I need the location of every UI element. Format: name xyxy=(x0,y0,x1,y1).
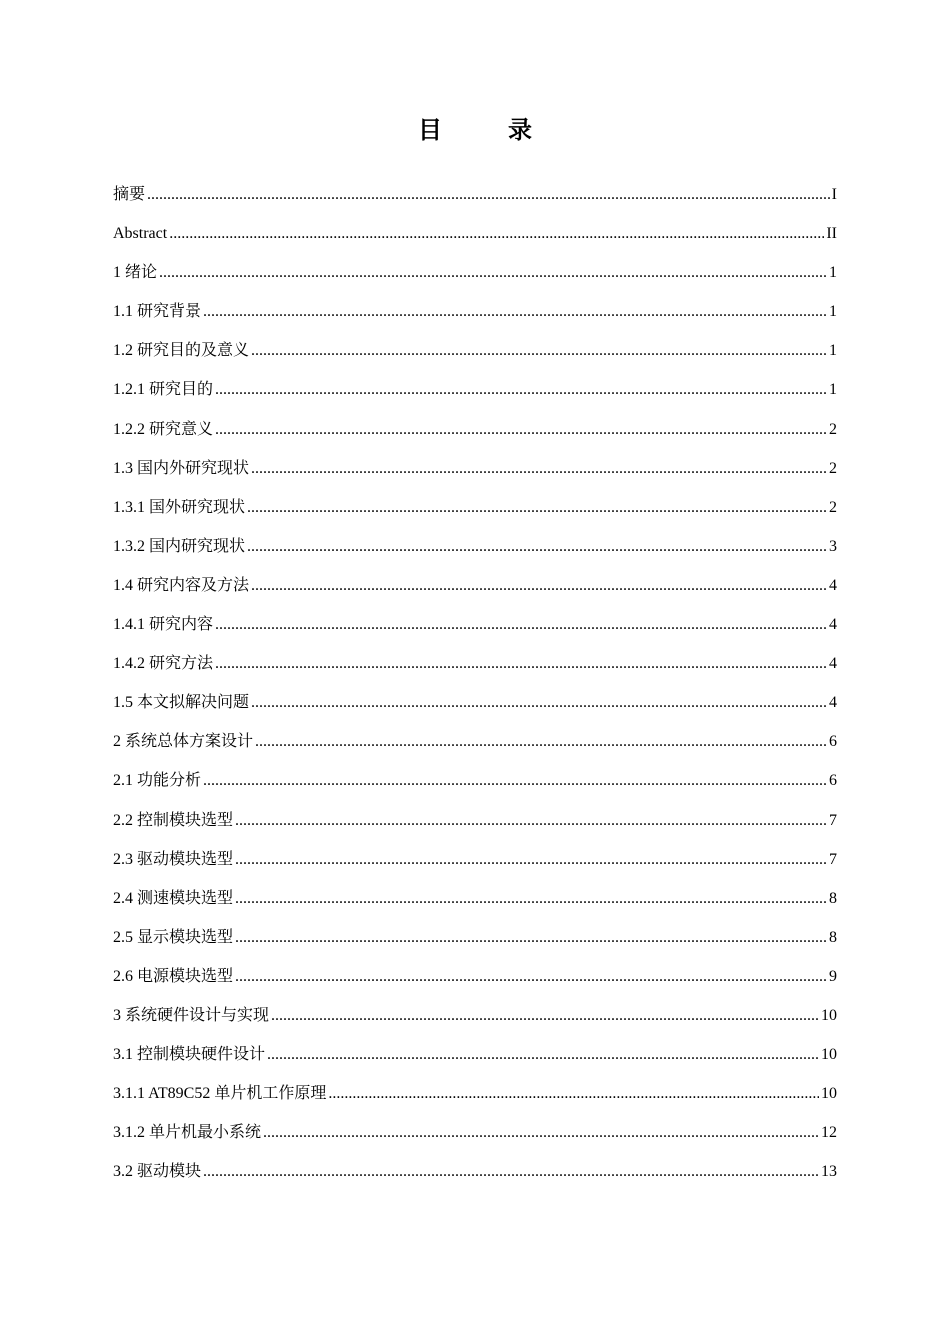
toc-dot-leader xyxy=(147,180,830,210)
toc-entry[interactable] xyxy=(113,375,837,414)
toc-list xyxy=(113,180,837,1196)
toc-dot-leader xyxy=(203,297,827,327)
toc-entry-page: 7 xyxy=(829,811,837,829)
toc-entry-page: 4 xyxy=(829,616,837,634)
toc-dot-leader xyxy=(263,1118,819,1148)
toc-dot-leader xyxy=(251,336,827,366)
toc-entry-page: I xyxy=(831,186,837,203)
toc-entry-page: 1 xyxy=(829,342,837,360)
toc-dot-leader xyxy=(267,1040,819,1070)
toc-entry-page: 10 xyxy=(821,1046,837,1064)
toc-entry[interactable] xyxy=(113,962,837,1001)
toc-entry-label: 2.5 显示模块选型 xyxy=(113,928,234,946)
toc-entry[interactable] xyxy=(113,415,837,454)
toc-entry[interactable] xyxy=(113,258,837,297)
toc-dot-leader xyxy=(215,610,827,640)
toc-entry-label: 3.1.1 AT89C52 单片机工作原理 xyxy=(113,1085,327,1103)
toc-dot-leader xyxy=(247,532,827,562)
toc-dot-leader xyxy=(235,962,827,992)
toc-entry-label: 1 绪论 xyxy=(113,264,158,282)
toc-dot-leader xyxy=(159,258,827,288)
toc-entry-page: 6 xyxy=(829,772,837,790)
toc-entry[interactable] xyxy=(113,1118,837,1157)
toc-entry-label: 2.3 驱动模块选型 xyxy=(113,850,234,868)
toc-entry-page: 1 xyxy=(829,264,837,282)
toc-entry[interactable] xyxy=(113,649,837,688)
toc-entry-label: 1.4 研究内容及方法 xyxy=(113,576,250,594)
toc-entry[interactable] xyxy=(113,688,837,727)
toc-entry-page: 4 xyxy=(829,576,837,594)
toc-entry[interactable] xyxy=(113,1001,837,1040)
toc-dot-leader xyxy=(271,1001,819,1031)
toc-entry-page: 7 xyxy=(829,850,837,868)
toc-entry[interactable] xyxy=(113,1079,837,1118)
toc-entry-page: 6 xyxy=(829,733,837,751)
toc-dot-leader xyxy=(203,1157,819,1187)
toc-entry-label: 1.2.1 研究目的 xyxy=(113,381,214,399)
toc-entry-label: 3 系统硬件设计与实现 xyxy=(113,1006,270,1024)
toc-entry-label: 2.2 控制模块选型 xyxy=(113,811,234,829)
toc-entry-label: 1.3 国内外研究现状 xyxy=(113,459,250,477)
toc-entry-page: 1 xyxy=(829,381,837,399)
toc-entry-label: 2.6 电源模块选型 xyxy=(113,967,234,985)
toc-entry[interactable] xyxy=(113,610,837,649)
toc-entry-page: 10 xyxy=(821,1006,837,1024)
toc-dot-leader xyxy=(203,766,827,796)
toc-entry[interactable] xyxy=(113,1040,837,1079)
toc-dot-leader xyxy=(247,493,827,523)
toc-dot-leader xyxy=(255,727,827,757)
toc-entry[interactable] xyxy=(113,454,837,493)
toc-entry[interactable] xyxy=(113,884,837,923)
toc-entry-page: 8 xyxy=(829,889,837,907)
toc-entry-label: 1.1 研究背景 xyxy=(113,303,202,321)
toc-dot-leader xyxy=(328,1079,819,1109)
toc-dot-leader xyxy=(235,845,827,875)
toc-dot-leader xyxy=(235,806,827,836)
toc-entry-label: 1.4.2 研究方法 xyxy=(113,655,214,673)
toc-entry[interactable] xyxy=(113,845,837,884)
toc-entry-label: 1.3.2 国内研究现状 xyxy=(113,537,246,555)
toc-entry-page: 2 xyxy=(829,459,837,477)
toc-entry-page: 10 xyxy=(821,1085,837,1103)
toc-entry[interactable] xyxy=(113,571,837,610)
toc-entry[interactable] xyxy=(113,336,837,375)
toc-entry-page: II xyxy=(826,225,837,243)
toc-dot-leader xyxy=(251,688,827,718)
toc-entry[interactable] xyxy=(113,766,837,805)
toc-entry-page: 12 xyxy=(821,1124,837,1142)
toc-entry-page: 2 xyxy=(829,420,837,438)
toc-dot-leader xyxy=(251,571,827,601)
toc-entry-label: 3.1.2 单片机最小系统 xyxy=(113,1124,262,1142)
toc-dot-leader xyxy=(169,219,824,249)
toc-entry-label: 2 系统总体方案设计 xyxy=(113,733,254,751)
toc-dot-leader xyxy=(235,884,827,914)
toc-entry[interactable] xyxy=(113,532,837,571)
toc-entry-label: 1.3.1 国外研究现状 xyxy=(113,498,246,516)
toc-entry-label: 1.2 研究目的及意义 xyxy=(113,342,250,360)
toc-entry[interactable] xyxy=(113,1157,837,1196)
toc-entry-label: 1.5 本文拟解决问题 xyxy=(113,694,250,712)
toc-entry-page: 8 xyxy=(829,928,837,946)
toc-entry-label: 3.2 驱动模块 xyxy=(113,1163,202,1181)
toc-entry[interactable] xyxy=(113,727,837,766)
toc-entry-label: Abstract xyxy=(113,225,168,243)
toc-dot-leader xyxy=(215,649,827,679)
toc-dot-leader xyxy=(251,454,827,484)
toc-dot-leader xyxy=(215,375,827,405)
toc-entry[interactable] xyxy=(113,806,837,845)
toc-entry-page: 2 xyxy=(829,498,837,516)
toc-entry-page: 1 xyxy=(829,303,837,321)
toc-dot-leader xyxy=(235,923,827,953)
toc-entry-label: 1.2.2 研究意义 xyxy=(113,420,214,438)
toc-entry-page: 3 xyxy=(829,537,837,555)
toc-entry[interactable] xyxy=(113,180,837,219)
toc-entry[interactable] xyxy=(113,297,837,336)
toc-entry-page: 4 xyxy=(829,694,837,712)
toc-entry-page: 4 xyxy=(829,655,837,673)
toc-entry-label: 1.4.1 研究内容 xyxy=(113,616,214,634)
toc-entry-label: 3.1 控制模块硬件设计 xyxy=(113,1046,266,1064)
toc-entry[interactable] xyxy=(113,923,837,962)
page-title: 目 录 xyxy=(418,118,562,144)
toc-entry-page: 9 xyxy=(829,967,837,985)
toc-entry-label: 摘要 xyxy=(113,186,146,203)
toc-dot-leader xyxy=(215,415,827,445)
toc-entry-page: 13 xyxy=(821,1163,837,1181)
toc-entry[interactable] xyxy=(113,219,837,258)
toc-entry-label: 2.4 测速模块选型 xyxy=(113,889,234,907)
toc-entry[interactable] xyxy=(113,493,837,532)
toc-entry-label: 2.1 功能分析 xyxy=(113,772,202,790)
